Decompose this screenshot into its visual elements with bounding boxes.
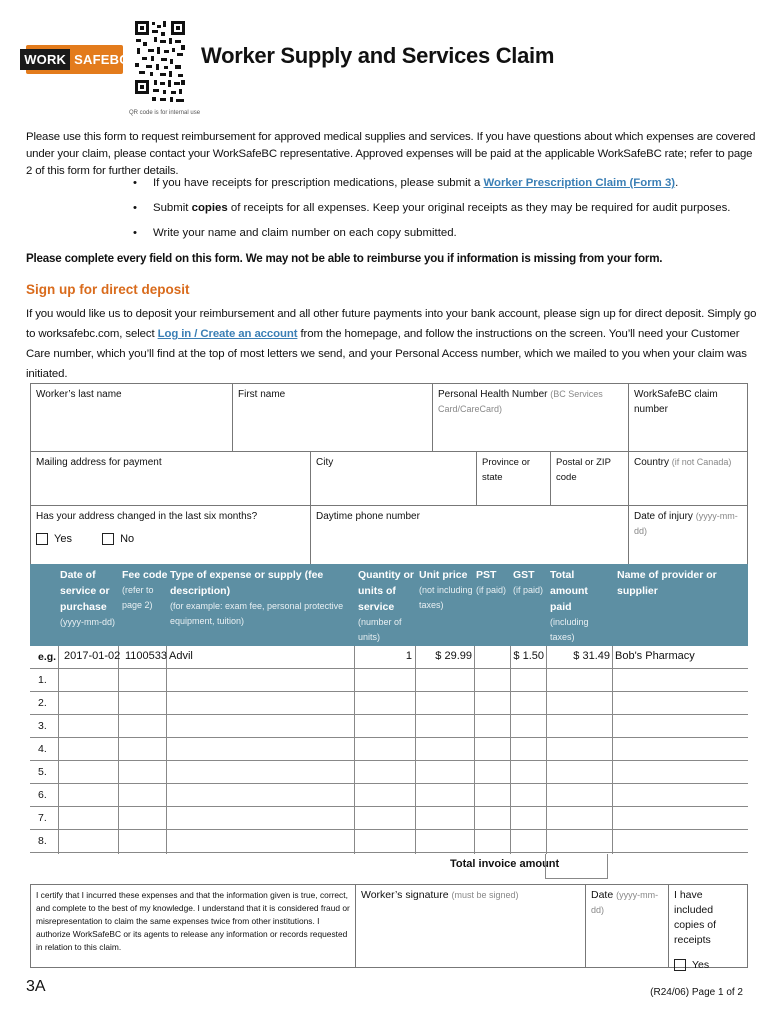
qr-code-icon [134,20,186,104]
instruction-list [133,174,730,249]
example-row [30,646,748,669]
signature-date-field[interactable]: Date (yyyy-mm-dd) [585,884,669,968]
col-pst: PST (if paid) [476,569,507,595]
receipts-yes-checkbox[interactable] [674,959,686,971]
col-fee-code: Fee code (refer to page 2) [122,569,168,610]
postal-code-field[interactable]: Postal or ZIP code [550,451,629,506]
col-date: Date of service or purchase (yyyy-mm-dd) [60,569,115,627]
logo-safe-text: SAFEBC [74,52,129,67]
table-row[interactable] [30,715,748,738]
address-changed-field: Has your address changed in the last six months? Yes No [30,505,311,565]
signature-field[interactable]: Worker’s signature (must be signed) [355,884,586,968]
table-row[interactable] [30,761,748,784]
address-changed-yes-checkbox[interactable] [36,533,48,545]
row-number: 7. [38,812,47,824]
table-row[interactable] [30,807,748,830]
table-row[interactable] [30,692,748,715]
injury-date-field[interactable]: Date of injury (yyyy-mm-dd) [628,505,748,565]
example-type: Advil [169,650,193,662]
col-quantity: Quantity or units of service (number of units) [358,569,415,642]
phn-field[interactable]: Personal Health Number (BC Services Card/CareCard) [432,383,629,452]
table-row[interactable] [30,784,748,807]
row-number: 6. [38,789,47,801]
receipts-included-field: I have included copies of receipts Yes [668,884,748,968]
city-field[interactable]: City [310,451,477,506]
example-quantity: 1 [405,650,412,662]
login-create-account-link[interactable]: Log in / Create an account [157,328,298,340]
example-fee-code: 1100533 [125,650,168,662]
mailing-address-field[interactable]: Mailing address for payment [30,451,311,506]
row-number: 8. [38,835,47,847]
last-name-field[interactable]: Worker’s last name [30,383,233,452]
example-provider: Bob's Pharmacy [615,650,695,662]
list-item: • Write your name and claim number on each copy submitted. [133,224,730,249]
row-label: e.g. [38,651,57,663]
example-date: 2017-01-02 [64,650,121,662]
table-row[interactable] [30,669,748,692]
list-item: • If you have receipts for prescription medications, please submit a Worker Prescription Claim (Form 3). [133,174,730,199]
expense-table-header [30,564,748,646]
form-number: 3A [26,978,46,995]
example-unit-price: $ 29.99 [435,650,472,662]
page-number: (R24/06) Page 1 of 2 [650,987,743,998]
col-provider: Name of provider or supplier [617,569,717,597]
table-row[interactable] [30,830,748,853]
worksafebc-logo [24,45,129,74]
certification-text: I certify that I incurred these expenses and that the information given is true, correct, and complete to the best of my knowledge. I understand that it is considered fraud or misrepresentation to claim the same expenses twice from other institutions. I authorize WorkSafeBC or its agents to release any information or records requested in relation to this claim. [30,884,356,968]
direct-deposit-heading: Sign up for direct deposit [26,282,190,297]
list-item: • Submit copies of receipts for all expenses. Keep your original receipts as they may be required for audit purposes. [133,199,730,224]
country-field[interactable]: Country (if not Canada) [628,451,748,506]
qr-caption: QR code is for internal use [129,110,201,116]
completion-notice: Please complete every field on this form. We may not be able to reimburse you if information is missing from your form. [26,252,663,265]
col-type: Type of expense or supply (fee description) (for example: exam fee, personal protective equipment, tuition) [170,569,344,626]
direct-deposit-text: If you would like us to deposit your reimbursement and all other future payments into your bank account, please sign up for direct deposit. Simply go to worksafebc.com, select Log in / Create an account from the homepage, and follow the instructions on the screen. You’ll need your Customer Care number, which you’ll find at the top of most letters we send, and your Personal Access number, which we mailed to you when your claim was initiated. [26,308,757,380]
first-name-field[interactable]: First name [232,383,433,452]
total-invoice-field[interactable] [545,854,608,879]
intro-paragraph: Please use this form to request reimbursement for approved medical supplies and services. If you have questions about which expenses are covered under your claim, please contact your WorkSafeBC representative. Approved expenses will be paid at the applicable WorkSafeBC rate; refer to page 2 of this form for further details. [26,131,756,177]
col-total: Total amount paid (including taxes) [550,569,589,642]
province-field[interactable]: Province or state [476,451,551,506]
total-invoice-label: Total invoice amount [450,858,560,870]
row-number: 2. [38,697,47,709]
phone-field[interactable]: Daytime phone number [310,505,629,565]
row-number: 5. [38,766,47,778]
row-number: 1. [38,674,47,686]
page-title: Worker Supply and Services Claim [201,43,555,68]
example-gst: $ 1.50 [513,650,544,662]
col-gst: GST (if paid) [513,569,544,595]
example-total: $ 31.49 [573,650,610,662]
logo-work-text: WORK [20,49,70,70]
prescription-claim-link[interactable]: Worker Prescription Claim (Form 3) [483,177,676,189]
row-number: 3. [38,720,47,732]
col-unit-price: Unit price (not including taxes) [419,569,473,610]
address-changed-no-checkbox[interactable] [102,533,114,545]
claim-number-field[interactable]: WorkSafeBC claim number [628,383,748,452]
table-row[interactable] [30,738,748,761]
row-number: 4. [38,743,47,755]
